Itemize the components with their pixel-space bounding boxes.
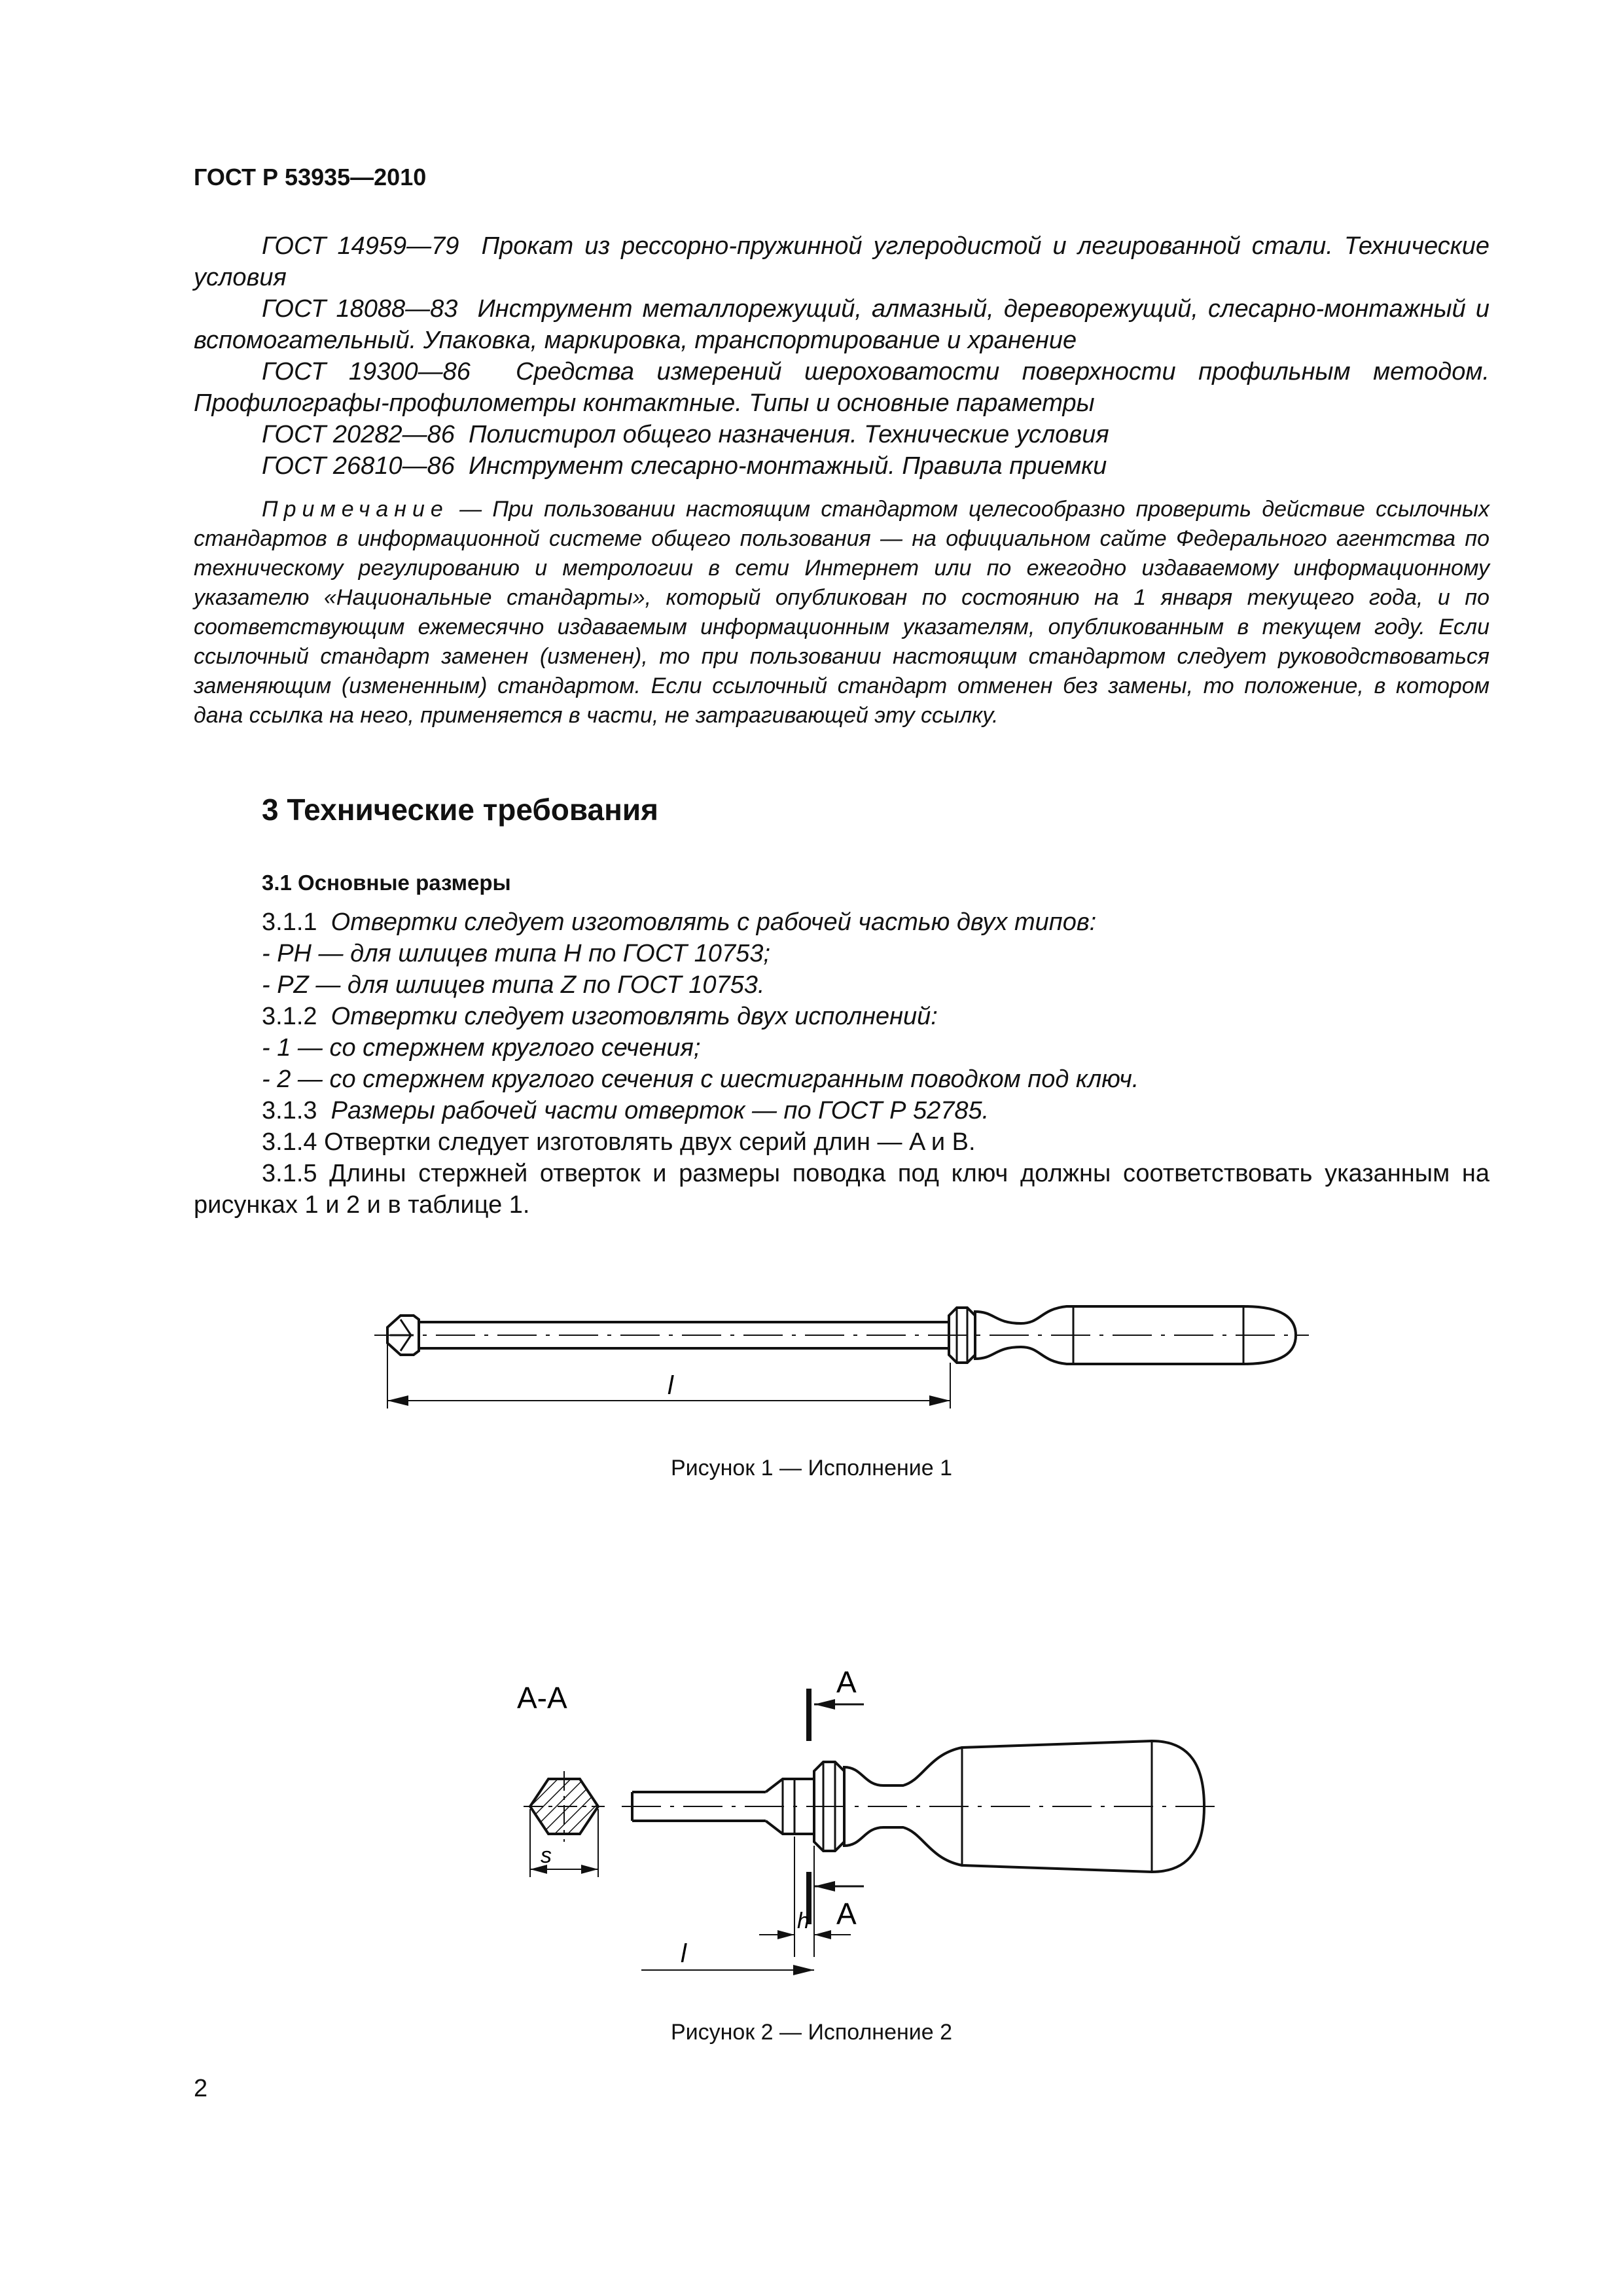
reference-item: ГОСТ 19300—86 Средства измерений шероховатости поверхности профильным методом. Профилографы-профилометры контактные. Типы и основные параметры: [194, 358, 1489, 417]
note-label: Примечание: [262, 497, 449, 522]
note-block: [194, 495, 1489, 730]
document-header: ГОСТ Р 53935—2010: [194, 164, 427, 190]
page-number: 2: [194, 2075, 208, 2102]
section-heading: 3 Технические требования: [262, 793, 658, 827]
list-item: - 1 — со стержнем круглого сечения;: [262, 1034, 701, 1062]
figure-1-caption: Рисунок 1 — Исполнение 1: [670, 1456, 953, 1480]
section-mark-bottom: A: [836, 1897, 857, 1931]
list-item: - 2 — со стержнем круглого сечения с шестигранным поводком под ключ.: [262, 1066, 1139, 1093]
reference-item: ГОСТ 18088—83 Инструмент металлорежущий, алмазный, дереворежущий, слесарно-монтажный и вспомогательный. Упаковка, маркировка, транспортирование и хранение: [194, 295, 1489, 354]
list-item: - PZ — для шлицев типа Z по ГОСТ 10753.: [262, 971, 765, 999]
figure-1-drawing: [0, 1270, 1623, 1466]
reference-item: ГОСТ 14959—79 Прокат из рессорно-пружинной углеродистой и легированной стали. Технические условия: [194, 232, 1490, 291]
dimension-h-label: h: [797, 1909, 810, 1933]
subsection-heading: 3.1 Основные размеры: [262, 870, 511, 895]
paragraph-3-1-1: 3.1.1 Отвертки следует изготовлять с рабочей частью двух типов:: [262, 908, 1097, 936]
section-a-a-label: A-A: [517, 1681, 567, 1715]
paragraph-3-1-2: 3.1.2 Отвертки следует изготовлять двух исполнений:: [262, 1003, 938, 1030]
figure-2-caption: Рисунок 2 — Исполнение 2: [670, 2020, 953, 2045]
section-body: [194, 906, 1489, 1221]
figure-2-drawing: [0, 1649, 1623, 1990]
reference-item: ГОСТ 26810—86 Инструмент слесарно-монтажный. Правила приемки: [262, 452, 1107, 480]
paragraph-3-1-5: 3.1.5 Длины стержней отверток и размеры поводка под ключ должны соответствовать указанным на рисунках 1 и 2 и в таблице 1.: [194, 1160, 1489, 1219]
note-text: — При пользовании настоящим стандартом целесообразно проверить действие ссылочных стандартов в информационной системе общего пользования — на официальном сайте Федерального агентства по техническому регулированию и метрологии в сети Интернет или по ежегодно издаваемому информационному указателю «Национальные стандарты», который опубликован по состоянию на 1 января текущего года, и по соответствующим ежемесячно издаваемым информационным указателям, опубликованным в текущем году. Если ссылочный стандарт заменен (изменен), то при пользовании настоящим стандартом следует руководствоваться заменяющим (измененным) стандартом. Если ссылочный стандарт отменен без замены, то положение, в котором дана ссылка на него, применяется в части, не затрагивающей эту ссылку.: [194, 497, 1489, 728]
dimension-s-label: s: [541, 1843, 552, 1868]
list-item: - PH — для шлицев типа H по ГОСТ 10753;: [262, 940, 770, 967]
dimension-l-label: l: [681, 1939, 687, 1968]
dimension-l-label: l: [668, 1371, 673, 1400]
paragraph-3-1-4: 3.1.4 Отвертки следует изготовлять двух серий длин — A и B.: [262, 1128, 976, 1156]
reference-list: [194, 230, 1489, 482]
section-mark-top: A: [836, 1665, 857, 1699]
reference-item: ГОСТ 20282—86 Полистирол общего назначения. Технические условия: [262, 421, 1109, 448]
paragraph-3-1-3: 3.1.3 Размеры рабочей части отверток — по ГОСТ Р 52785.: [262, 1097, 990, 1124]
